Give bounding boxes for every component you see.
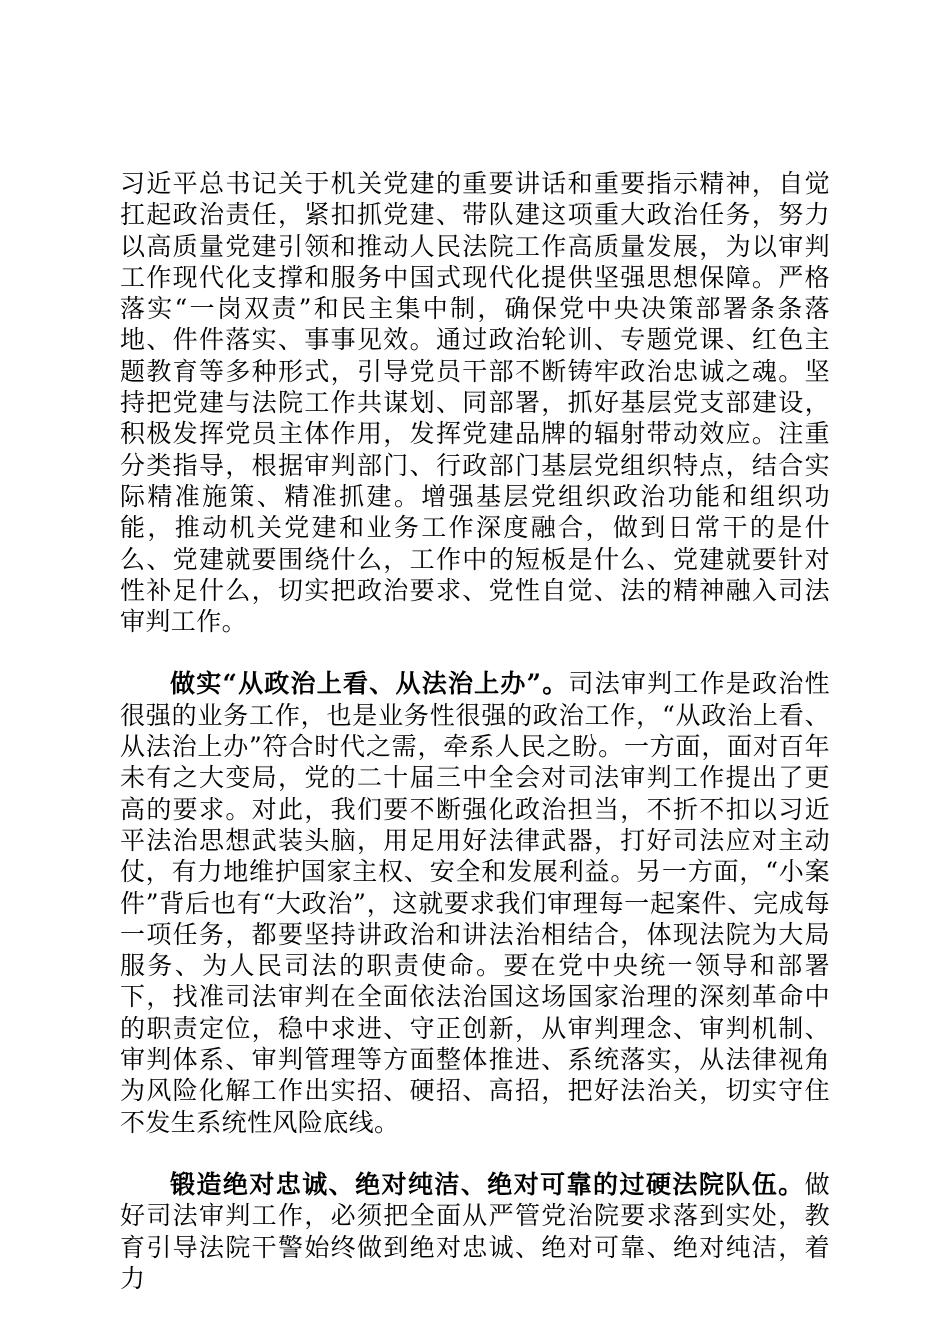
paragraph-2-heading: 做实“从政治上看、从法治上办”。 [170, 669, 569, 699]
paragraph-3 [120, 1169, 830, 1294]
paragraph-2 [120, 668, 830, 1137]
paragraph-3-body: 做好司法审判工作，必须把全面从严管党治院要求落到实处，教育引导法院干警始终做到绝对忠诚、绝对可靠、绝对纯洁，着力 [120, 1169, 830, 1293]
document-page [120, 168, 830, 1294]
paragraph-1-body: 习近平总书记关于机关党建的重要讲话和重要指示精神，自觉扛起政治责任，紧扣抓党建、带队建这项重大政治任务，努力以高质量党建引领和推动人民法院工作高质量发展，为以审判工作现代化支撑和服务中国式现代化提供坚强思想保障。严格落实“一岗双责”和民主集中制，确保党中央决策部署条条落地、件件落实、事事见效。通过政治轮训、专题党课、红色主题教育等多种形式，引导党员干部不断铸牢政治忠诚之魂。坚持把党建与法院工作共谋划、同部署，抓好基层党支部建设，积极发挥党员主体作用，发挥党建品牌的辐射带动效应。注重分类指导，根据审判部门、行政部门基层党组织特点，结合实际精准施策、精准抓建。增强基层党组织政治功能和组织功能，推动机关党建和业务工作深度融合，做到日常干的是什么、党建就要围绕什么，工作中的短板是什么、党建就要针对性补足什么，切实把政治要求、党性自觉、法的精神融入司法审判工作。 [120, 169, 830, 637]
paragraph-1 [120, 168, 830, 637]
paragraph-3-heading: 锻造绝对忠诚、绝对纯洁、绝对可靠的过硬法院队伍。 [170, 1169, 805, 1199]
paragraph-2-body: 司法审判工作是政治性很强的业务工作，也是业务性很强的政治工作，“从政治上看、从法治上办”符合时代之需，牵系人民之盼。一方面，面对百年未有之大变局，党的二十届三中全会对司法审判工作提出了更高的要求。对此，我们要不断强化政治担当，不折不扣以习近平法治思想武装头脑，用足用好法律武器，打好司法应对主动仗，有力地维护国家主权、安全和发展利益。另一方面，“小案件”背后也有“大政治”，这就要求我们审理每一起案件、完成每一项任务，都要坚持讲政治和讲法治相结合，体现法院为大局服务、为人民司法的职责使命。要在党中央统一领导和部署下，找准司法审判在全面依法治国这场国家治理的深刻革命中的职责定位，稳中求进、守正创新，从审判理念、审判机制、审判体系、审判管理等方面整体推进、系统落实，从法律视角为风险化解工作出实招、硬招、高招，把好法治关，切实守住不发生系统性风险底线。 [120, 669, 830, 1137]
